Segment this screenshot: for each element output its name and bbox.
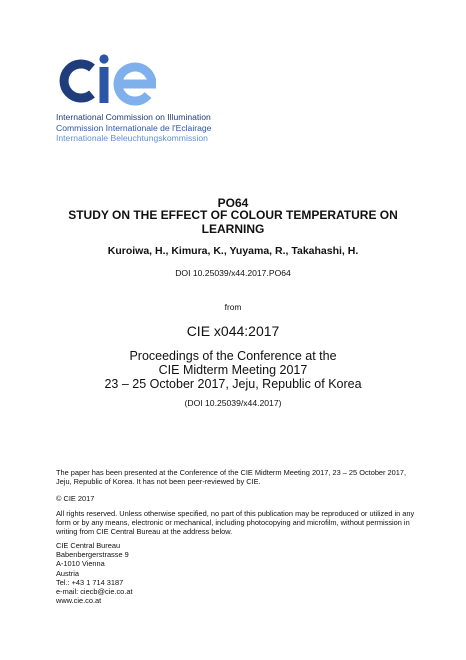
paper-authors: Kuroiwa, H., Kimura, K., Yuyama, R., Takahashi, H.: [107, 245, 359, 257]
address-line-2: Babenbergerstrasse 9: [56, 550, 129, 560]
org-name-french: Commission Internationale de l'Eclairage: [56, 122, 212, 133]
address-telephone: Tel.: +43 1 714 3187: [56, 577, 124, 587]
address-email: e-mail: ciecb@cie.co.at: [56, 587, 133, 597]
address-website: www.cie.co.at: [56, 596, 102, 606]
paper-doi: DOI 10.25039/x44.2017.PO64: [175, 268, 291, 278]
address-line-1: CIE Central Bureau: [56, 541, 121, 550]
proceedings-line-3: 23 – 25 October 2017, Jeju, Republic of Korea: [104, 377, 362, 391]
from-label: from: [224, 302, 242, 312]
proceedings-doi: (DOI 10.25039/x44.2017): [184, 398, 282, 408]
paper-code: PO64: [217, 196, 249, 210]
proceedings-line-1: Proceedings of the Conference at the: [129, 349, 337, 363]
cie-logo-graphic: [56, 54, 156, 106]
proceedings-number: CIE x044:2017: [186, 323, 280, 339]
copyright: © CIE 2017: [56, 494, 95, 503]
proceedings-title: [0, 349, 466, 391]
cie-logo: [56, 54, 156, 106]
org-name-english: International Commission on Illumination: [56, 112, 211, 122]
presented-note: The paper has been presented at the Conference of the CIE Midterm Meeting 2017, 23 – 25 October 2017, Jeju, Republic of Korea. It has not been peer-reviewed by CIE.: [56, 468, 407, 487]
address-line-3: A-1010 Vienna: [56, 559, 105, 569]
address-block: [56, 541, 422, 605]
proceedings-line-2: CIE Midterm Meeting 2017: [158, 363, 308, 377]
rights-notice: All rights reserved. Unless otherwise specified, no part of this publication may be reproduced or utilized in any form or by any means, electronic or mechanical, including photocopying and microfilm, without permission in writing from CIE Central Bureau at the address below.: [56, 509, 415, 537]
org-name-german: Internationale Beleuchtungskommission: [56, 133, 208, 144]
organization-names: [56, 112, 211, 144]
address-line-4: Austria: [56, 568, 80, 578]
paper-title: STUDY ON THE EFFECT OF COLOUR TEMPERATURE ON LEARNING: [68, 208, 398, 236]
